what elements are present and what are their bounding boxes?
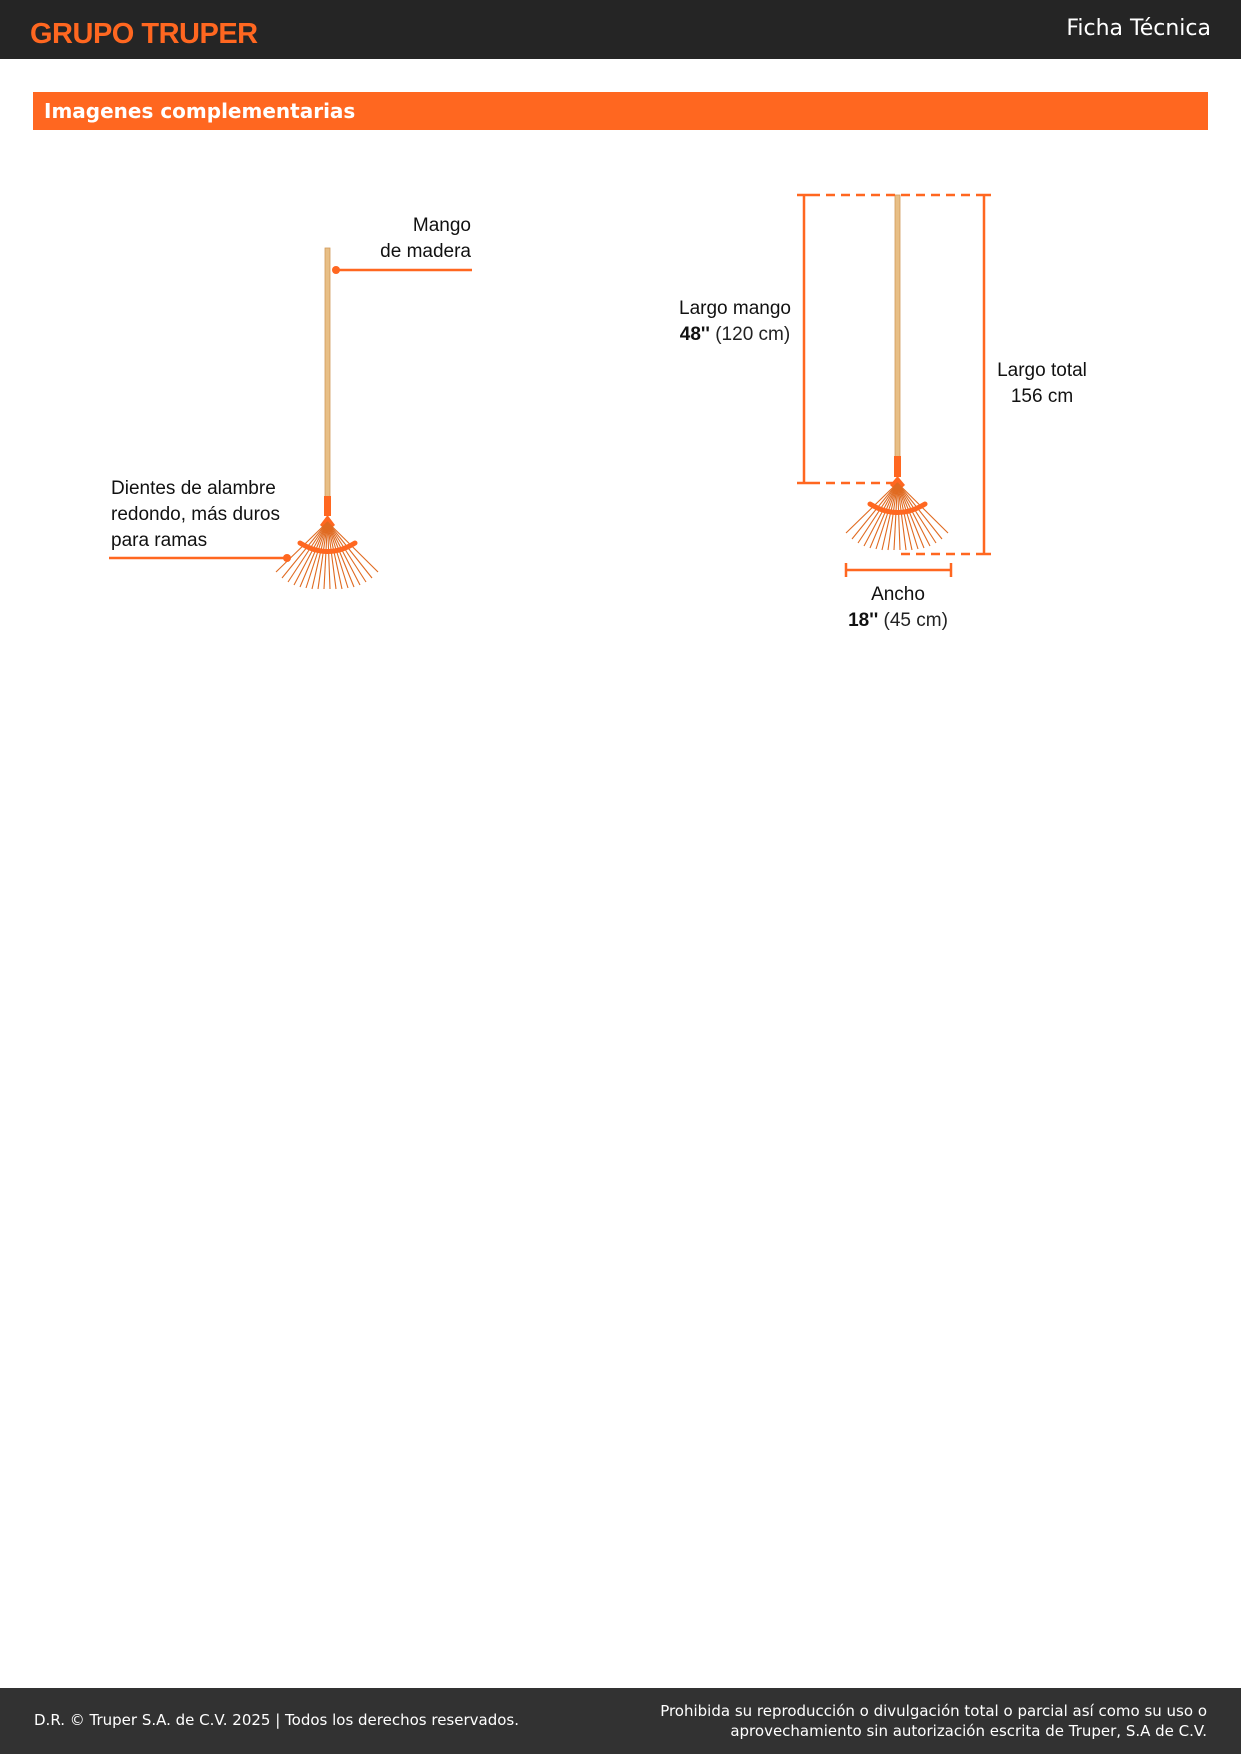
brand-logo: GRUPO TRUPER: [30, 18, 258, 50]
reproduction-notice-line-2: aprovechamiento sin autorización escrita de Truper, S.A de C.V.: [730, 1722, 1207, 1740]
handle-material-label: [340, 213, 471, 265]
handle-leader-line: [332, 266, 472, 274]
rake-illustration-right: [846, 195, 948, 550]
teeth-description-line-1: Dientes de alambre: [111, 478, 276, 499]
total-length-cm: 156 cm: [1010, 386, 1074, 407]
handle-length-dimension: [797, 195, 897, 483]
total-length-label: [988, 358, 1096, 410]
handle-length-cm: (120 cm): [715, 324, 791, 345]
width-inches: 18'': [848, 610, 879, 631]
handle-length-label: [676, 296, 794, 348]
teeth-description-line-3: para ramas: [111, 530, 208, 551]
product-illustrations: [0, 0, 1241, 680]
handle-length-inches: 48'': [679, 324, 710, 345]
width-cm: (45 cm): [883, 610, 948, 631]
handle-material-line-2: de madera: [380, 241, 471, 262]
teeth-description-label: [111, 476, 280, 554]
section-title: Imagenes complementarias: [44, 99, 356, 123]
handle-length-title: Largo mango: [679, 298, 791, 319]
reproduction-notice-line-1: Prohibida su reproducción o divulgación total o parcial así como su uso o: [660, 1702, 1207, 1720]
document-title: Ficha Técnica: [1066, 16, 1211, 41]
reproduction-notice: [660, 1701, 1207, 1741]
copyright-notice: D.R. © Truper S.A. de C.V. 2025 | Todos los derechos reservados.: [34, 1711, 519, 1729]
teeth-leader-line: [109, 554, 291, 562]
footer-bar: [0, 1688, 1241, 1754]
width-title: Ancho: [871, 584, 925, 605]
width-label: [838, 582, 958, 634]
handle-material-line-1: Mango: [412, 215, 471, 236]
width-dimension: [846, 563, 951, 577]
rake-illustration-left: [276, 248, 378, 589]
total-length-title: Largo total: [997, 360, 1087, 381]
teeth-description-line-2: redondo, más duros: [111, 504, 280, 525]
